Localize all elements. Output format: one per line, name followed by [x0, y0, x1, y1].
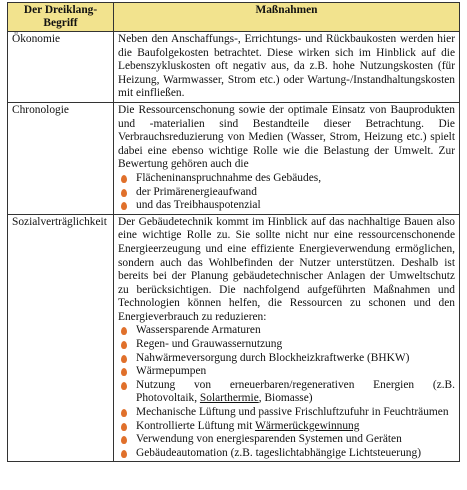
sozial-text: Der Gebäudetechnik kommt im Hinblick auf das nachhaltige Bauen also eine wichtige Rolle zu. Sie sollte nicht nur eine ressourcenschonende Energieerzeugung und eine effiziente Energieverwendung ermöglichen, sondern auch das Wohlbefinden der Nutzer unterstützen. Deshalb ist bereits bei der Planung gebäudetechnischer Anlagen der Umweltschutz zu berücksichtigen. Die nachfolgend aufgeführten Maßnahmen und Technologien können helfen, die Ressourcen zu schonen und den Energieverbrauch zu reduzieren:	[118, 215, 455, 323]
list-item: Verwendung von energiesparenden Systemen und Geräten	[118, 433, 455, 447]
orange-bullet-icon	[121, 189, 127, 197]
list-item: Mechanische Lüftung und passive Frischluftzufuhr in Feuchträumen	[118, 406, 455, 420]
list-item: Nutzung von erneuerbaren/regenerativen Energien (z.B. Photovoltaik, Solarthermie, Biomasse)	[118, 379, 455, 406]
list-item: Wärmepumpen	[118, 365, 455, 379]
solarthermie-link[interactable]: Solarthermie	[199, 392, 259, 405]
list-item: Wassersparende Armaturen	[118, 324, 455, 338]
orange-bullet-icon	[121, 355, 127, 363]
orange-bullet-icon	[121, 175, 127, 183]
orange-bullet-icon	[121, 409, 127, 417]
list-item: Gebäudeautomation (z.B. tageslichtabhängige Lichtsteuerung)	[118, 447, 455, 461]
table-row	[8, 214, 460, 462]
list-item: Nahwärmeversorgung durch Blockheizkraftwerke (BHKW)	[118, 352, 455, 366]
table-row	[8, 32, 460, 103]
measures-sozialvertraeglichkeit	[114, 214, 460, 462]
term-sozialvertraeglichkeit: Sozialverträglichkeit	[8, 214, 114, 462]
measures-oekonomie: Neben den Anschaffungs-, Errichtungs- und Rückbaukosten werden hier die Baufolgekosten betrachtet. Diese wirken sich im Hinblick auf die Lebenszykluskosten oft negativ aus, da z.B. hohe Nutzungskosten (für Heizung, Warmwasser, Strom etc.) oder Wartung-/Instandhaltungskosten mit einfließen.	[114, 32, 460, 103]
orange-bullet-icon	[121, 202, 127, 210]
chronologie-text: Die Ressourcenschonung sowie der optimale Einsatz von Bauprodukten und -materialien sind Bestandteile dieser Betrachtung. Die Verbrauchsreduzierung von Medien (Wasser, Strom, Heizung etc.) spielt dabei eine ebenso wichtige Rolle wie die Belastung der Umwelt. Zur Bewertung gehören auch die	[118, 103, 455, 171]
list-item: der Primärenergieaufwand	[118, 186, 455, 200]
list-item: Regen- und Grauwassernutzung	[118, 338, 455, 352]
list-item: Kontrollierte Lüftung mit Wärmerückgewinnung	[118, 420, 455, 434]
table-header-row	[8, 3, 460, 32]
orange-bullet-icon	[121, 368, 127, 376]
orange-bullet-icon	[121, 327, 127, 335]
sozial-list	[118, 324, 455, 460]
list-item: Flächeninanspruchnahme des Gebäudes,	[118, 172, 455, 186]
term-oekonomie: Ökonomie	[8, 32, 114, 103]
table-row	[8, 102, 460, 214]
list-item: und das Treibhauspotenzial	[118, 199, 455, 213]
waermerueckgewinnung-link[interactable]: Wärmerückgewinnung	[255, 419, 360, 432]
orange-bullet-icon	[121, 341, 127, 349]
orange-bullet-icon	[121, 450, 127, 458]
header-measures: Maßnahmen	[114, 3, 460, 32]
measures-table	[7, 2, 460, 462]
header-term: Der Dreiklang-Begriff	[8, 3, 114, 32]
term-chronologie: Chronologie	[8, 102, 114, 214]
orange-bullet-icon	[121, 382, 127, 390]
orange-bullet-icon	[121, 436, 127, 444]
orange-bullet-icon	[121, 423, 127, 431]
measures-chronologie	[114, 102, 460, 214]
chronologie-list	[118, 172, 455, 213]
